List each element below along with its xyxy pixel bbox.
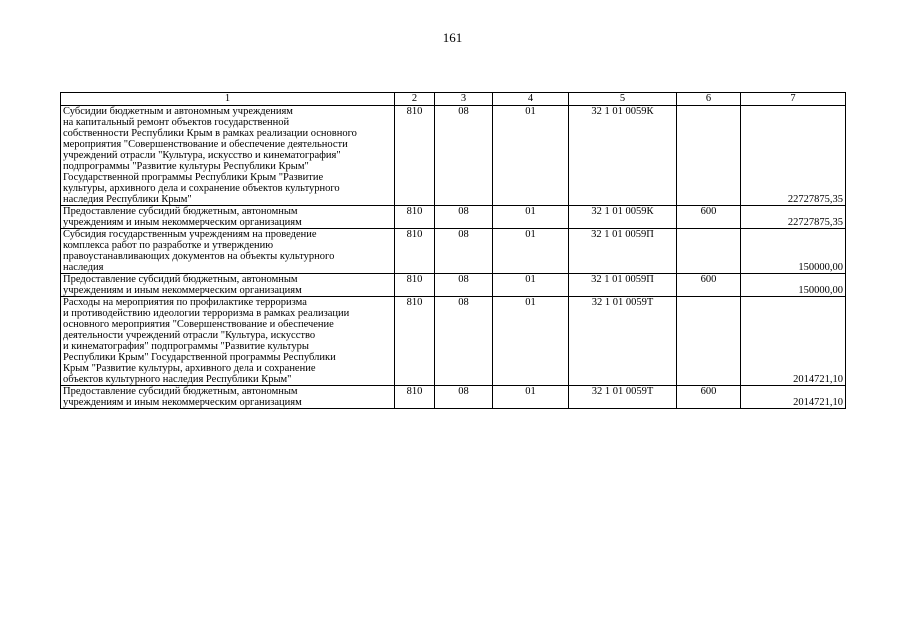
table-row [61, 229, 846, 274]
row-section-code: 08 [435, 386, 493, 409]
row-target-article: 32 1 01 0059П [569, 229, 677, 274]
row-ministry-code: 810 [395, 106, 435, 206]
row-expense-type [677, 106, 741, 206]
header-col-6: 6 [677, 93, 741, 106]
row-target-article: 32 1 01 0059К [569, 206, 677, 229]
header-row [61, 93, 846, 106]
row-description: Субсидии бюджетным и автономным учреждениям на капитальный ремонт объектов государственной собственности Республики Крым в рамках реализации основного мероприятия "Совершенствование и обеспечение деятельности учреждений отрасли "Культура, искусство и кинематография" подпрограммы "Развитие культуры Республики Крым" Государственной программы Республики Крым "Развитие культуры, архивного дела и сохранение объектов культурного наследия Республики Крым" [61, 106, 395, 206]
row-description: Предоставление субсидий бюджетным, автономным учреждениям и иным некоммерческим организациям [61, 386, 395, 409]
row-ministry-code: 810 [395, 297, 435, 386]
row-subsection-code: 01 [493, 274, 569, 297]
table-row [61, 297, 846, 386]
row-section-code: 08 [435, 106, 493, 206]
header-col-7: 7 [741, 93, 846, 106]
row-expense-type: 600 [677, 274, 741, 297]
row-description: Субсидия государственным учреждениям на проведение комплекса работ по разработке и утверждению правоустанавливающих документов на объекты культурного наследия [61, 229, 395, 274]
row-expense-type: 600 [677, 206, 741, 229]
row-ministry-code: 810 [395, 229, 435, 274]
row-amount: 22727875,35 [741, 106, 846, 206]
row-target-article: 32 1 01 0059К [569, 106, 677, 206]
row-target-article: 32 1 01 0059Т [569, 386, 677, 409]
table-row [61, 386, 846, 409]
row-amount: 2014721,10 [741, 386, 846, 409]
row-subsection-code: 01 [493, 229, 569, 274]
row-amount: 2014721,10 [741, 297, 846, 386]
row-amount: 150000,00 [741, 229, 846, 274]
row-subsection-code: 01 [493, 386, 569, 409]
page-number: 161 [442, 30, 463, 45]
row-section-code: 08 [435, 229, 493, 274]
row-subsection-code: 01 [493, 106, 569, 206]
table-row [61, 106, 846, 206]
row-amount: 22727875,35 [741, 206, 846, 229]
row-section-code: 08 [435, 297, 493, 386]
row-description: Предоставление субсидий бюджетным, автономным учреждениям и иным некоммерческим организациям [61, 206, 395, 229]
row-ministry-code: 810 [395, 386, 435, 409]
row-target-article: 32 1 01 0059П [569, 274, 677, 297]
row-ministry-code: 810 [395, 274, 435, 297]
row-target-article: 32 1 01 0059Т [569, 297, 677, 386]
row-section-code: 08 [435, 206, 493, 229]
table-row [61, 206, 846, 229]
row-expense-type: 600 [677, 386, 741, 409]
row-expense-type [677, 229, 741, 274]
row-expense-type [677, 297, 741, 386]
header-col-2: 2 [395, 93, 435, 106]
header-col-4: 4 [493, 93, 569, 106]
row-section-code: 08 [435, 274, 493, 297]
row-amount: 150000,00 [741, 274, 846, 297]
row-description: Расходы на мероприятия по профилактике терроризма и противодействию идеологии терроризма в рамках реализации основного мероприятия "Совершенствование и обеспечение деятельности учреждений отрасли "Культура, искусство и кинематография" подпрограммы "Развитие культуры Республики Крым" Государственной программы Республики Крым "Развитие культуры, архивного дела и сохранение объектов культурного наследия Республики Крым" [61, 297, 395, 386]
row-subsection-code: 01 [493, 206, 569, 229]
row-subsection-code: 01 [493, 297, 569, 386]
table-row [61, 274, 846, 297]
budget-table [60, 92, 846, 409]
row-ministry-code: 810 [395, 206, 435, 229]
header-col-1: 1 [61, 93, 395, 106]
header-col-3: 3 [435, 93, 493, 106]
row-description: Предоставление субсидий бюджетным, автономным учреждениям и иным некоммерческим организациям [61, 274, 395, 297]
header-col-5: 5 [569, 93, 677, 106]
